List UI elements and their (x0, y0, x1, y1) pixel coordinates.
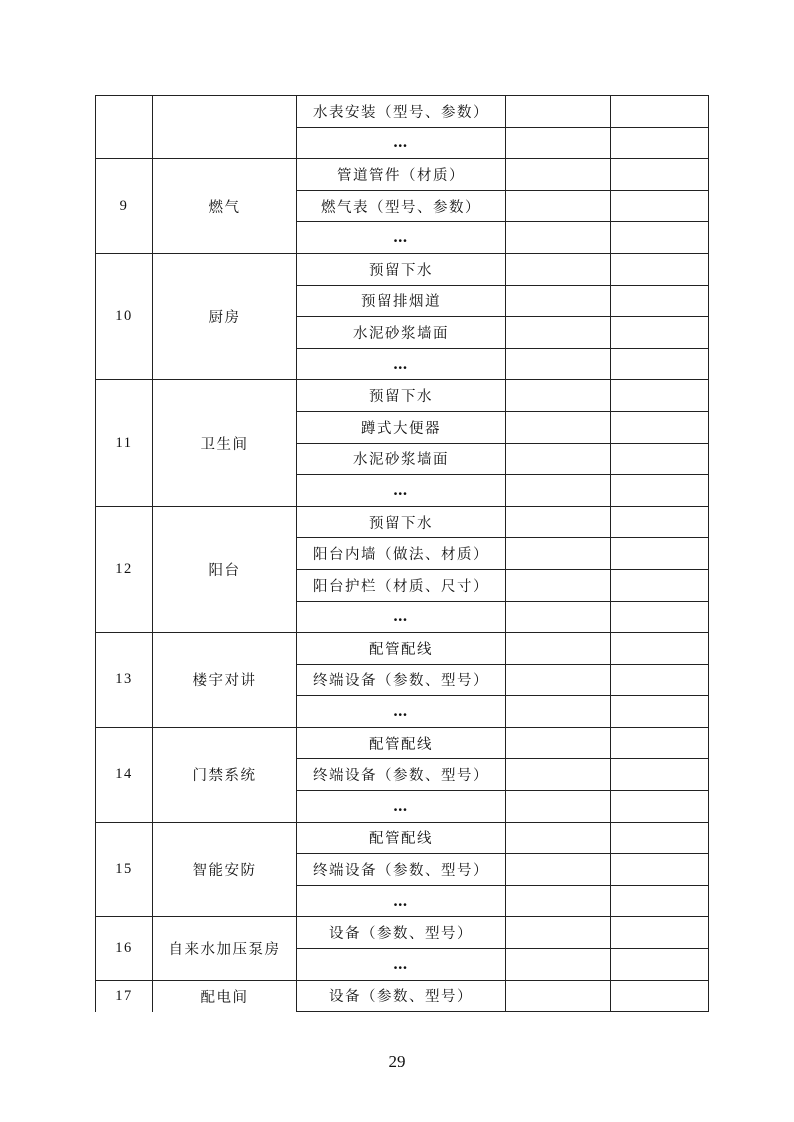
blank-cell (611, 664, 709, 696)
blank-cell (506, 443, 611, 475)
blank-cell (611, 759, 709, 791)
item-cell: 水表安装（型号、参数） (297, 96, 506, 128)
blank-cell (506, 380, 611, 412)
blank-cell (611, 190, 709, 222)
table-row (96, 159, 709, 191)
blank-cell (611, 538, 709, 570)
item-cell: 终端设备（参数、型号） (297, 854, 506, 886)
item-cell: 配管配线 (297, 633, 506, 665)
blank-cell (611, 127, 709, 159)
category-cell: 门禁系统 (153, 727, 297, 822)
blank-cell (611, 506, 709, 538)
blank-cell (506, 96, 611, 128)
blank-cell (506, 190, 611, 222)
category-cell: 阳台 (153, 506, 297, 632)
category-cell: 自来水加压泵房 (153, 917, 297, 980)
blank-cell (506, 696, 611, 728)
blank-cell (611, 727, 709, 759)
blank-cell (611, 159, 709, 191)
item-cell: … (297, 791, 506, 823)
blank-cell (611, 253, 709, 285)
blank-cell (506, 885, 611, 917)
category-cell: 燃气 (153, 159, 297, 254)
blank-cell (611, 696, 709, 728)
blank-cell (611, 348, 709, 380)
item-cell: 配管配线 (297, 727, 506, 759)
blank-cell (506, 633, 611, 665)
item-cell: 终端设备（参数、型号） (297, 664, 506, 696)
row-number-cell: 11 (96, 380, 153, 506)
blank-cell (506, 253, 611, 285)
row-number-cell (96, 96, 153, 159)
item-cell: 终端设备（参数、型号） (297, 759, 506, 791)
row-number-cell: 10 (96, 253, 153, 379)
blank-cell (506, 475, 611, 507)
blank-cell (611, 791, 709, 823)
category-cell: 厨房 (153, 253, 297, 379)
item-cell: 管道管件（材质） (297, 159, 506, 191)
item-cell: 预留下水 (297, 253, 506, 285)
item-cell: … (297, 885, 506, 917)
table-row (96, 633, 709, 665)
item-cell: 水泥砂浆墙面 (297, 317, 506, 349)
blank-cell (611, 980, 709, 1012)
row-number-cell: 15 (96, 822, 153, 917)
table-row (96, 727, 709, 759)
table-row (96, 96, 709, 128)
blank-cell (506, 159, 611, 191)
blank-cell (611, 222, 709, 254)
blank-cell (611, 569, 709, 601)
blank-cell (506, 506, 611, 538)
item-cell: … (297, 348, 506, 380)
item-cell: 阳台护栏（材质、尺寸） (297, 569, 506, 601)
blank-cell (611, 822, 709, 854)
item-cell: 预留下水 (297, 506, 506, 538)
item-cell: … (297, 601, 506, 633)
blank-cell (506, 854, 611, 886)
blank-cell (611, 285, 709, 317)
row-number-cell: 14 (96, 727, 153, 822)
item-cell: 设备（参数、型号） (297, 917, 506, 949)
row-number-cell: 17 (96, 980, 153, 1012)
page-number: 29 (388, 1052, 406, 1071)
blank-cell (611, 601, 709, 633)
blank-cell (611, 854, 709, 886)
row-number-cell: 13 (96, 633, 153, 728)
row-number-cell: 9 (96, 159, 153, 254)
item-cell: 燃气表（型号、参数） (297, 190, 506, 222)
blank-cell (611, 633, 709, 665)
item-cell: 设备（参数、型号） (297, 980, 506, 1012)
blank-cell (506, 664, 611, 696)
blank-cell (506, 949, 611, 981)
specification-table-body (96, 96, 709, 1012)
item-cell: … (297, 475, 506, 507)
item-cell: … (297, 127, 506, 159)
blank-cell (611, 885, 709, 917)
table-row (96, 253, 709, 285)
blank-cell (506, 348, 611, 380)
item-cell: 蹲式大便器 (297, 411, 506, 443)
blank-cell (506, 822, 611, 854)
blank-cell (506, 601, 611, 633)
blank-cell (611, 475, 709, 507)
blank-cell (506, 411, 611, 443)
blank-cell (506, 569, 611, 601)
row-number-cell: 12 (96, 506, 153, 632)
item-cell: 阳台内墙（做法、材质） (297, 538, 506, 570)
row-number-cell: 16 (96, 917, 153, 980)
item-cell: 配管配线 (297, 822, 506, 854)
item-cell: … (297, 949, 506, 981)
blank-cell (506, 285, 611, 317)
blank-cell (611, 443, 709, 475)
blank-cell (506, 917, 611, 949)
item-cell: 预留下水 (297, 380, 506, 412)
blank-cell (611, 96, 709, 128)
category-cell: 智能安防 (153, 822, 297, 917)
blank-cell (506, 727, 611, 759)
category-cell: 配电间 (153, 980, 297, 1012)
blank-cell (611, 917, 709, 949)
blank-cell (506, 980, 611, 1012)
blank-cell (611, 949, 709, 981)
blank-cell (611, 317, 709, 349)
blank-cell (506, 317, 611, 349)
category-cell: 楼宇对讲 (153, 633, 297, 728)
table-row (96, 980, 709, 1012)
table-row (96, 380, 709, 412)
item-cell: … (297, 222, 506, 254)
blank-cell (506, 791, 611, 823)
blank-cell (611, 411, 709, 443)
blank-cell (506, 759, 611, 791)
blank-cell (506, 222, 611, 254)
item-cell: … (297, 696, 506, 728)
blank-cell (506, 127, 611, 159)
item-cell: 预留排烟道 (297, 285, 506, 317)
table-row (96, 917, 709, 949)
category-cell (153, 96, 297, 159)
table-row (96, 822, 709, 854)
table-row (96, 506, 709, 538)
item-cell: 水泥砂浆墙面 (297, 443, 506, 475)
specification-table (95, 95, 709, 1012)
blank-cell (506, 538, 611, 570)
category-cell: 卫生间 (153, 380, 297, 506)
blank-cell (611, 380, 709, 412)
